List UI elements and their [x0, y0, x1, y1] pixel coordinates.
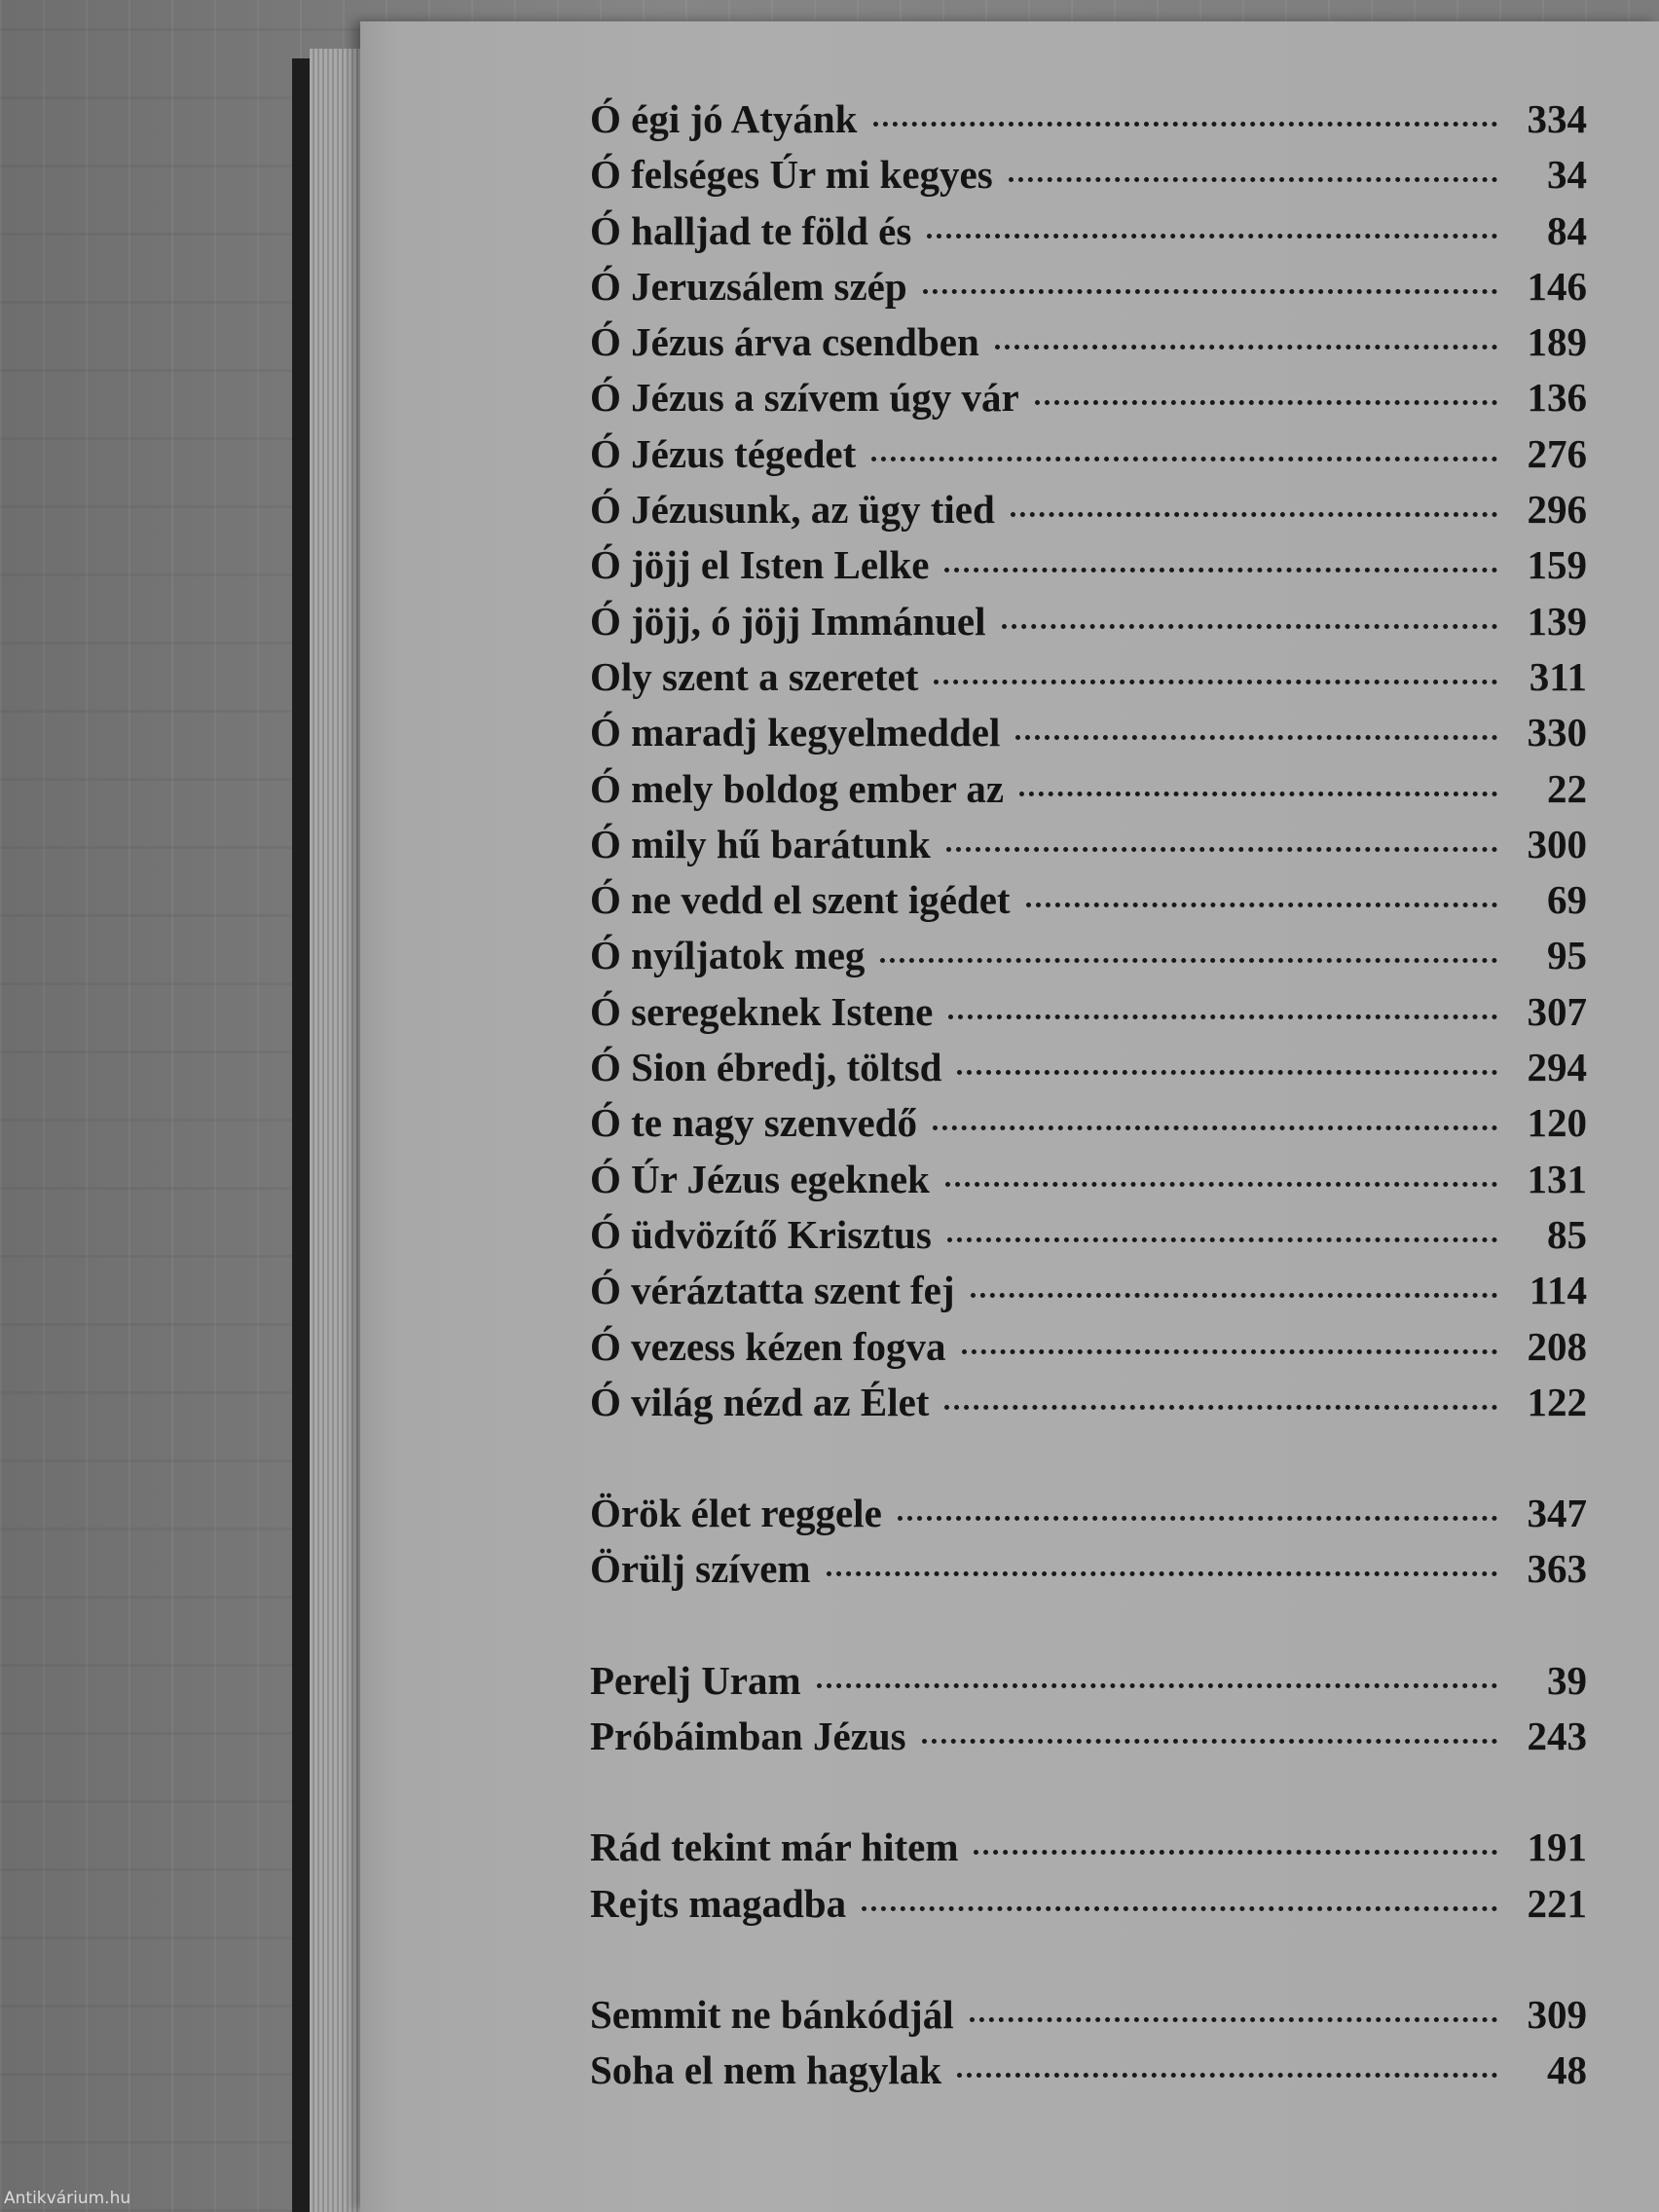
entry-page-number: 95 — [1547, 933, 1587, 978]
entry-title: Ó nyíljatok meg — [590, 933, 866, 978]
entry-page-number: 296 — [1527, 487, 1587, 533]
dot-leader — [1019, 792, 1497, 796]
dot-leader — [946, 847, 1497, 852]
entry-title: Ó seregeknek Istene — [590, 988, 934, 1034]
entry-page-number: 136 — [1527, 375, 1587, 421]
dot-leader — [862, 1906, 1497, 1911]
entry-page-number: 334 — [1527, 96, 1587, 141]
index-entry — [590, 821, 1587, 876]
entry-page-number: 363 — [1527, 1546, 1587, 1592]
entry-title: Ó Úr Jézus egeknek — [590, 1156, 930, 1201]
group-gap — [590, 1602, 1587, 1657]
entry-title: Ó világ nézd az Élet — [590, 1379, 930, 1424]
index-entry — [590, 151, 1587, 206]
entry-title: Perelj Uram — [590, 1657, 801, 1703]
entry-page-number: 139 — [1527, 598, 1587, 644]
entry-page-number: 131 — [1527, 1156, 1587, 1201]
index-entry — [590, 95, 1587, 151]
entry-title: Rejts magadba — [590, 1880, 847, 1926]
entry-page-number: 208 — [1527, 1323, 1587, 1369]
dot-leader — [971, 1293, 1497, 1298]
entry-page-number: 189 — [1527, 319, 1587, 365]
entry-page-number: 309 — [1527, 1991, 1587, 2037]
entry-page-number: 48 — [1547, 2047, 1587, 2093]
entry-title: Oly szent a szeretet — [590, 653, 919, 699]
entry-page-number: 85 — [1547, 1211, 1587, 1257]
entry-title: Ó jöjj el Isten Lelke — [590, 542, 930, 588]
entry-title: Ó véráztatta szent fej — [590, 1268, 955, 1313]
dot-leader — [944, 1405, 1497, 1410]
entry-title: Ó Jézusunk, az ügy tied — [590, 487, 995, 533]
page-edges — [310, 49, 368, 2212]
dot-leader — [880, 958, 1497, 963]
index-entry — [590, 598, 1587, 653]
dot-leader — [948, 1014, 1497, 1019]
dot-leader — [974, 1850, 1497, 1855]
entry-title: Ó halljad te föld és — [590, 207, 912, 253]
entry-page-number: 347 — [1527, 1491, 1587, 1536]
entry-title: Ó üdvözítő Krisztus — [590, 1211, 932, 1257]
dot-leader — [1015, 735, 1497, 740]
entry-title: Ó jöjj, ó jöjj Immánuel — [590, 598, 986, 644]
index-entry — [590, 1379, 1587, 1434]
dot-leader — [995, 345, 1497, 350]
index-entry — [590, 1099, 1587, 1155]
entry-page-number: 22 — [1547, 765, 1587, 811]
index-entry — [590, 207, 1587, 263]
entry-title: Soha el nem hagylak — [590, 2047, 942, 2093]
dot-leader — [933, 1125, 1497, 1130]
index-entry — [590, 541, 1587, 597]
index-entry — [590, 374, 1587, 429]
index-entry — [590, 653, 1587, 709]
watermark: Antikvárium.hu — [4, 2189, 131, 2208]
entry-title: Rád tekint már hitem — [590, 1825, 959, 1870]
dot-leader — [898, 1516, 1497, 1521]
dot-leader — [922, 1739, 1497, 1744]
dot-leader — [923, 289, 1497, 294]
entry-title: Ó Jézus árva csendben — [590, 319, 979, 365]
entry-title: Ó Jézus tégedet — [590, 430, 857, 476]
index-entry — [590, 1044, 1587, 1099]
song-index — [590, 95, 1587, 2103]
entry-page-number: 311 — [1529, 653, 1587, 699]
dot-leader — [957, 2073, 1497, 2078]
entry-title: Ó mily hű barátunk — [590, 821, 931, 866]
entry-page-number: 276 — [1527, 430, 1587, 476]
entry-title: Ó vezess kézen fogva — [590, 1323, 946, 1369]
entry-title: Semmit ne bánkódjál — [590, 1991, 954, 2037]
entry-title: Ó Jézus a szívem úgy vár — [590, 375, 1019, 421]
dot-leader — [944, 568, 1497, 572]
index-entry — [590, 2046, 1587, 2102]
entry-title: Ó égi jó Atyánk — [590, 96, 858, 141]
dot-leader — [947, 1237, 1497, 1242]
entry-title: Ó Sion ébredj, töltsd — [590, 1045, 942, 1090]
entry-title: Örök élet reggele — [590, 1491, 882, 1536]
entry-page-number: 307 — [1527, 988, 1587, 1034]
entry-page-number: 243 — [1527, 1714, 1587, 1759]
entry-title: Ó Jeruzsálem szép — [590, 263, 907, 309]
entry-page-number: 120 — [1527, 1100, 1587, 1146]
dot-leader — [927, 234, 1497, 239]
entry-page-number: 69 — [1547, 877, 1587, 923]
index-entry — [590, 876, 1587, 932]
index-entry — [590, 1267, 1587, 1322]
index-entry — [590, 1657, 1587, 1713]
entry-title: Ó ne vedd el szent igédet — [590, 877, 1011, 923]
dot-leader — [1009, 177, 1497, 182]
group-gap — [590, 1936, 1587, 1991]
dot-leader — [1035, 400, 1497, 405]
entry-title: Örülj szívem — [590, 1546, 811, 1592]
dot-leader — [1026, 903, 1497, 907]
entry-page-number: 34 — [1547, 152, 1587, 198]
dot-leader — [827, 1571, 1497, 1576]
index-entry — [590, 1824, 1587, 1879]
dot-leader — [817, 1683, 1497, 1688]
dot-leader — [1011, 512, 1497, 517]
entry-title: Ó felséges Úr mi kegyes — [590, 152, 993, 198]
dot-leader — [871, 457, 1497, 461]
entry-page-number: 146 — [1527, 263, 1587, 309]
group-gap — [590, 1768, 1587, 1824]
entry-page-number: 191 — [1527, 1825, 1587, 1870]
index-entry — [590, 263, 1587, 318]
index-entry — [590, 1545, 1587, 1601]
index-entry — [590, 709, 1587, 764]
dot-leader — [1002, 624, 1497, 629]
index-entry — [590, 1991, 1587, 2046]
dot-leader — [970, 2017, 1497, 2022]
entry-page-number: 122 — [1527, 1379, 1587, 1424]
index-entry — [590, 318, 1587, 374]
index-entry — [590, 988, 1587, 1044]
dot-leader — [873, 122, 1498, 127]
index-entry — [590, 1490, 1587, 1545]
entry-page-number: 39 — [1547, 1657, 1587, 1703]
group-gap — [590, 1434, 1587, 1490]
entry-page-number: 159 — [1527, 542, 1587, 588]
entry-title: Ó te nagy szenvedő — [590, 1100, 917, 1146]
entry-page-number: 300 — [1527, 821, 1587, 866]
index-entry — [590, 1323, 1587, 1379]
dot-leader — [957, 1070, 1497, 1075]
index-entry — [590, 1211, 1587, 1267]
entry-title: Próbáimban Jézus — [590, 1714, 906, 1759]
dot-leader — [945, 1182, 1497, 1187]
index-entry — [590, 932, 1587, 987]
index-entry — [590, 1713, 1587, 1768]
entry-page-number: 84 — [1547, 207, 1587, 253]
dot-leader — [962, 1349, 1498, 1354]
dot-leader — [934, 680, 1497, 684]
entry-title: Ó maradj kegyelmeddel — [590, 710, 1001, 756]
index-entry — [590, 430, 1587, 486]
entry-page-number: 114 — [1529, 1268, 1587, 1313]
index-entry — [590, 1156, 1587, 1211]
index-entry — [590, 486, 1587, 541]
entry-page-number: 330 — [1527, 710, 1587, 756]
index-entry — [590, 1880, 1587, 1936]
entry-page-number: 294 — [1527, 1045, 1587, 1090]
entry-title: Ó mely boldog ember az — [590, 765, 1005, 811]
index-entry — [590, 765, 1587, 821]
entry-page-number: 221 — [1527, 1880, 1587, 1926]
